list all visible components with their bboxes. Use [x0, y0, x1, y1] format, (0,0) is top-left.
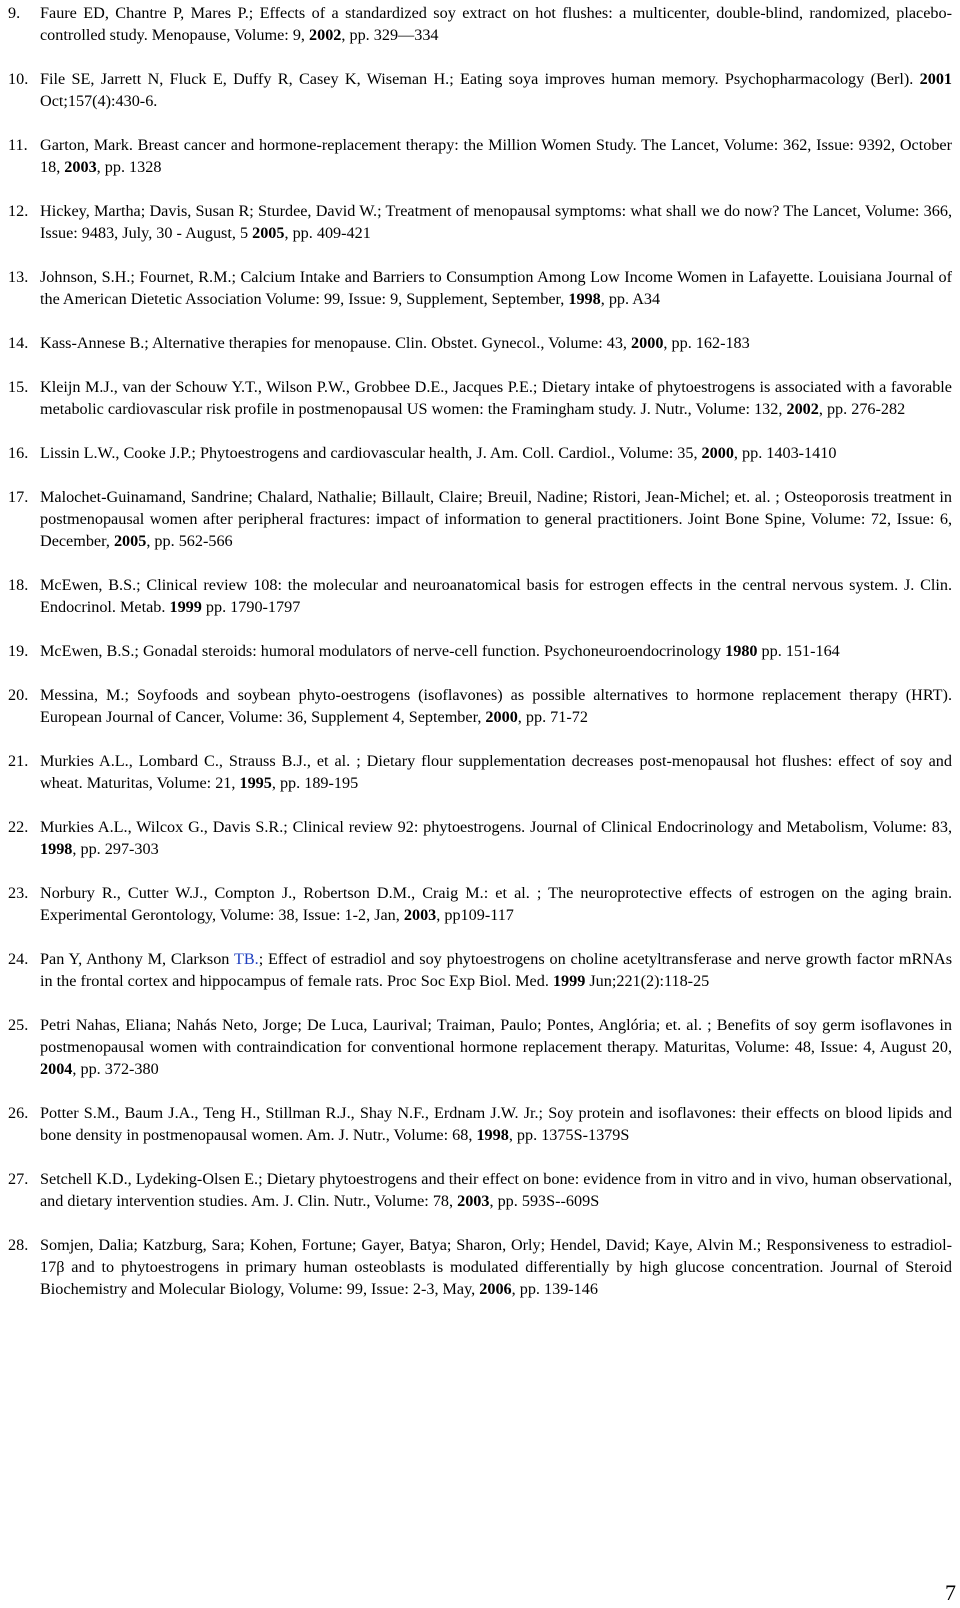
- reference-item: [8, 200, 952, 244]
- reference-text-segment: Messina, M.; Soyfoods and soybean phyto-oestrogens (isoflavones) as possible alternatives to hormone replacement therapy (HRT). European Journal of Cancer, Volume: 36, Supplement 4, September,: [40, 686, 952, 726]
- reference-text-segment: , pp. 276-282: [818, 400, 906, 418]
- reference-year: 2001: [919, 70, 952, 88]
- reference-text-segment: , pp. 409-421: [284, 224, 371, 242]
- reference-text-segment: Murkies A.L., Wilcox G., Davis S.R.; Clinical review 92: phytoestrogens. Journal of Clinical Endocrinology and Metabolism, Volume: 83,: [40, 818, 952, 836]
- reference-item: [8, 684, 952, 728]
- reference-text-segment: Setchell K.D., Lydeking-Olsen E.; Dietary phytoestrogens and their effect on bone: evidence from in vitro and in vivo, human observational, and dietary intervention studies. Am. J. Clin. Nutr., Volume: 78,: [40, 1170, 952, 1210]
- reference-text-segment: Faure ED, Chantre P, Mares P.; Effects of a standardized soy extract on hot flushes: a multicenter, double-blind, randomized, placebo-controlled study. Menopause, Volume: 9,: [40, 4, 952, 44]
- reference-text-segment: pp. 1790-1797: [201, 598, 301, 616]
- reference-text: [40, 1236, 952, 1298]
- reference-text-segment: Somjen, Dalia; Katzburg, Sara; Kohen, Fortune; Gayer, Batya; Sharon, Orly; Hendel, David; Kaye, Alvin M.; Responsiveness to estradiol-17β and to phytoestrogens in primary human osteoblasts is modulated differentially by high glucose concentration. Journal of Steroid Biochemistry and Molecular Biology, Volume: 99, Issue: 2-3, May,: [40, 1236, 952, 1298]
- reference-year: 2005: [252, 224, 285, 242]
- reference-text-segment: , pp. 71-72: [517, 708, 588, 726]
- page-number: 7: [945, 1580, 956, 1605]
- reference-text-segment: McEwen, B.S.; Clinical review 108: the molecular and neuroanatomical basis for estrogen effects in the central nervous system. J. Clin. Endocrinol. Metab.: [40, 576, 952, 616]
- reference-text-segment: Garton, Mark. Breast cancer and hormone-replacement therapy: the Million Women Study. The Lancet, Volume: 362, Issue: 9392, October 18,: [40, 136, 952, 176]
- reference-year: 2004: [40, 1060, 73, 1078]
- reference-number: 24.: [8, 950, 29, 968]
- reference-number: 27.: [8, 1170, 29, 1188]
- reference-text-segment: , pp. 1328: [96, 158, 162, 176]
- reference-text-segment: Murkies A.L., Lombard C., Strauss B.J., et al. ; Dietary flour supplementation decreases post-menopausal hot flushes: effect of soy and wheat. Maturitas, Volume: 21,: [40, 752, 952, 792]
- reference-number: 19.: [8, 642, 29, 660]
- reference-text-segment: , pp. 1375S-1379S: [508, 1126, 630, 1144]
- reference-item: [8, 68, 952, 112]
- reference-text-segment: Petri Nahas, Eliana; Nahás Neto, Jorge; De Luca, Laurival; Traiman, Paulo; Pontes, Anglória; et. al. ; Benefits of soy germ isoflavones in postmenopausal women with contraindication for conventional hormone replacement therapy. Maturitas, Volume: 48, Issue: 4, August 20,: [40, 1016, 952, 1056]
- reference-list: [8, 2, 952, 1322]
- reference-text-segment: , pp. 593S--609S: [489, 1192, 600, 1210]
- reference-number: 21.: [8, 752, 29, 770]
- reference-item: [8, 750, 952, 794]
- reference-text-segment: , pp. 162-183: [663, 334, 750, 352]
- reference-item: [8, 332, 952, 354]
- reference-number: 12.: [8, 202, 29, 220]
- reference-text: [40, 488, 952, 550]
- reference-text-segment: Lissin L.W., Cooke J.P.; Phytoestrogens and cardiovascular health, J. Am. Coll. Cardiol., Volume: 35,: [40, 444, 702, 462]
- reference-item: [8, 574, 952, 618]
- reference-text: [40, 378, 952, 418]
- reference-text-segment: , pp. 189-195: [271, 774, 359, 792]
- reference-year: 2003: [403, 906, 437, 924]
- reference-number: 17.: [8, 488, 29, 506]
- reference-number: 11.: [8, 136, 28, 154]
- reference-year: 1998: [476, 1126, 509, 1144]
- reference-text-segment: Oct;157(4):430-6.: [40, 92, 158, 110]
- reference-text: [40, 950, 952, 990]
- reference-text-segment: File SE, Jarrett N, Fluck E, Duffy R, Casey K, Wiseman H.; Eating soya improves human memory. Psychopharmacology (Berl).: [40, 70, 920, 88]
- reference-year: 1995: [239, 774, 272, 792]
- reference-text: [40, 1016, 952, 1078]
- reference-number: 13.: [8, 268, 29, 286]
- reference-item: [8, 640, 952, 662]
- reference-text-segment: Kass-Annese B.; Alternative therapies for menopause. Clin. Obstet. Gynecol., Volume: 43,: [40, 334, 632, 352]
- reference-item: [8, 134, 952, 178]
- reference-number: 10.: [8, 70, 29, 88]
- reference-item: [8, 948, 952, 992]
- reference-number: 22.: [8, 818, 29, 836]
- reference-item: [8, 1102, 952, 1146]
- reference-year: 2005: [113, 532, 147, 550]
- reference-number: 14.: [8, 334, 29, 352]
- reference-text-segment: pp. 151-164: [757, 642, 840, 660]
- reference-text: [40, 818, 952, 858]
- reference-text-segment: Johnson, S.H.; Fournet, R.M.; Calcium Intake and Barriers to Consumption Among Low Income Women in Lafayette. Louisiana Journal of the American Dietetic Association Volume: 99, Issue: 9, Supplement, September,: [40, 268, 952, 308]
- reference-item: [8, 882, 952, 926]
- reference-item: [8, 1234, 952, 1300]
- reference-text: [40, 202, 952, 242]
- reference-year: 2000: [631, 334, 664, 352]
- reference-text: [40, 70, 952, 110]
- reference-number: 18.: [8, 576, 29, 594]
- reference-item: [8, 376, 952, 420]
- reference-text-segment: , pp. 1403-1410: [733, 444, 837, 462]
- reference-text-segment: Jun;221(2):118-25: [585, 972, 710, 990]
- reference-year: 2006: [479, 1280, 512, 1298]
- reference-text: [40, 1104, 952, 1144]
- reference-year: 2000: [701, 444, 734, 462]
- reference-item: [8, 2, 952, 46]
- reference-text: [40, 642, 840, 660]
- reference-item: [8, 486, 952, 552]
- reference-text-segment: McEwen, B.S.; Gonadal steroids: humoral modulators of nerve-cell function. Psychoneuroendocrinology: [40, 642, 726, 660]
- reference-number: 23.: [8, 884, 29, 902]
- reference-number: 9.: [8, 4, 21, 22]
- reference-year: 2002: [786, 400, 819, 418]
- reference-text: [40, 334, 750, 352]
- reference-year: 1980: [725, 642, 758, 660]
- reference-year: 1999: [552, 972, 586, 990]
- reference-item: [8, 1014, 952, 1080]
- reference-text-segment: Pan Y, Anthony M, Clarkson: [40, 950, 234, 968]
- reference-text: [40, 752, 952, 792]
- reference-item: [8, 266, 952, 310]
- reference-item: [8, 442, 952, 464]
- reference-text-segment: , pp. 139-146: [511, 1280, 598, 1298]
- reference-text-segment: , pp109-117: [436, 906, 514, 924]
- reference-text-segment: Potter S.M., Baum J.A., Teng H., Stillman R.J., Shay N.F., Erdnam J.W. Jr.; Soy protein and isoflavones: their effects on blood lipids and bone density in postmenopausal women. Am. J. Nutr., Volume: 68,: [40, 1104, 952, 1144]
- reference-text-segment: , pp. 297-303: [72, 840, 159, 858]
- reference-text-segment: , pp. 372-380: [72, 1060, 159, 1078]
- reference-year: 2003: [457, 1192, 490, 1210]
- reference-year: 2000: [485, 708, 518, 726]
- reference-number: 15.: [8, 378, 29, 396]
- reference-year: 2002: [309, 26, 342, 44]
- reference-item: [8, 1168, 952, 1212]
- reference-text-segment: , pp. 329—334: [341, 26, 439, 44]
- reference-text-segment: , pp. A34: [600, 290, 661, 308]
- reference-text: [40, 1170, 952, 1210]
- reference-text-segment: Hickey, Martha; Davis, Susan R; Sturdee, David W.; Treatment of menopausal symptoms: what shall we do now? The Lancet, Volume: 366, Issue: 9483, July, 30 - August, 5: [40, 202, 952, 242]
- reference-text-segment: Norbury R., Cutter W.J., Compton J., Robertson D.M., Craig M.: et al. ; The neuroprotective effects of estrogen on the aging brain. Experimental Gerontology, Volume: 38, Issue: 1-2, Jan,: [40, 884, 952, 924]
- reference-text: [40, 136, 952, 176]
- reference-number: 26.: [8, 1104, 29, 1122]
- reference-text-segment: Malochet-Guinamand, Sandrine; Chalard, Nathalie; Billault, Claire; Breuil, Nadine; Ristori, Jean-Michel; et. al. ; Osteoporosis treatment in postmenopausal women after peripheral fractures: impact of information to general practitioners. Joint Bone Spine, Volume: 72, Issue: 6, December,: [40, 488, 952, 550]
- reference-text-segment: Kleijn M.J., van der Schouw Y.T., Wilson P.W., Grobbee D.E., Jacques P.E.; Dietary intake of phytoestrogens is associated with a favorable metabolic cardiovascular risk profile in postmenopausal US women: the Framingham study. J. Nutr., Volume: 132,: [40, 378, 952, 418]
- reference-year: 1998: [568, 290, 601, 308]
- reference-year: 1998: [40, 840, 73, 858]
- reference-text-segment: , pp. 562-566: [146, 532, 233, 550]
- reference-number: 28.: [8, 1236, 29, 1254]
- reference-number: 16.: [8, 444, 29, 462]
- reference-year: 1999: [169, 598, 202, 616]
- reference-text: [40, 444, 836, 462]
- reference-text: [40, 268, 952, 308]
- reference-text: [40, 884, 952, 924]
- reference-text: [40, 686, 952, 726]
- reference-year: 2003: [64, 158, 97, 176]
- reference-number: 20.: [8, 686, 29, 704]
- reference-item: [8, 816, 952, 860]
- reference-author-link[interactable]: TB.: [233, 950, 259, 968]
- reference-text-segment: ; Effect of estradiol and soy phytoestrogens on choline acetyltransferase and nerve growth factor mRNAs in the frontal cortex and hippocampus of female rats. Proc Soc Exp Biol. Med.: [40, 950, 952, 990]
- reference-text: [40, 576, 952, 616]
- reference-text: [40, 4, 952, 44]
- reference-number: 25.: [8, 1016, 29, 1034]
